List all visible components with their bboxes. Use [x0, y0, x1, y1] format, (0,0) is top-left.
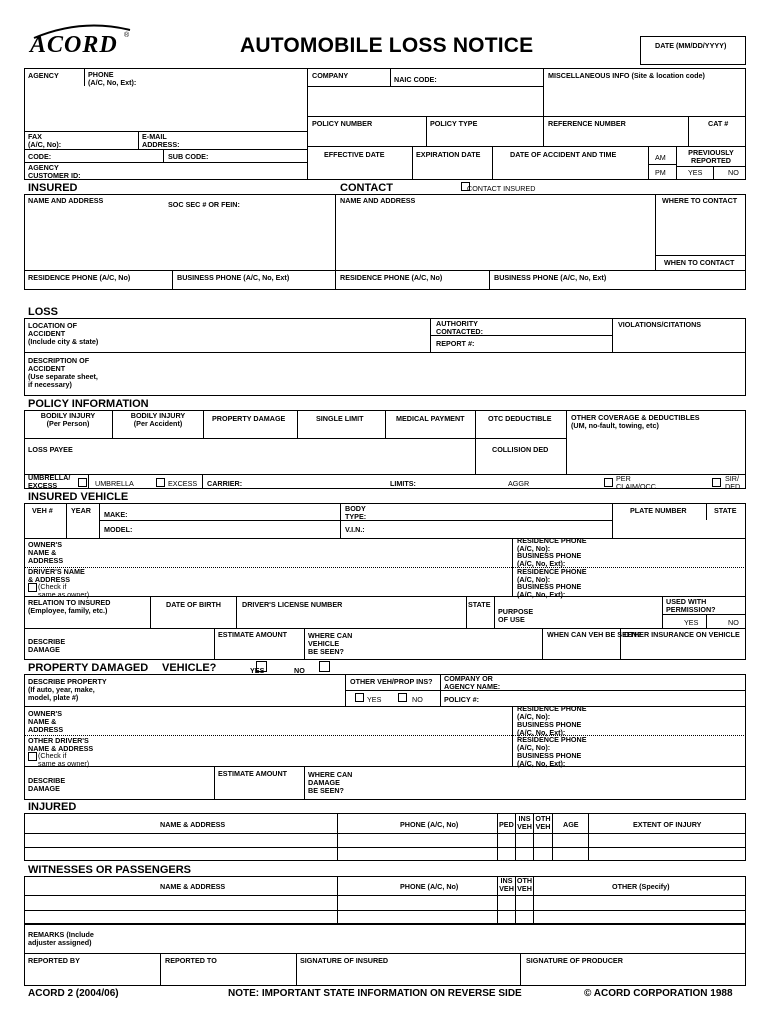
- where-damage-seen-label: WHERE CAN DAMAGE BE SEEN?: [308, 770, 353, 795]
- purpose-label: PURPOSE OF USE: [498, 607, 534, 624]
- vehicle-question-heading: VEHICLE?: [162, 662, 217, 674]
- model-label: MODEL:: [104, 525, 133, 534]
- prev-no-label: NO: [728, 168, 739, 177]
- per-claim-checkbox[interactable]: [604, 478, 613, 487]
- logo-text: ACORD: [30, 32, 118, 58]
- pd-driver-res-phone-label: RESIDENCE PHONE (A/C, No):: [517, 735, 587, 752]
- year-label: YEAR: [71, 506, 91, 515]
- injured-ins-veh-label: INS VEH: [517, 814, 532, 831]
- sir-ded-checkbox[interactable]: [712, 478, 721, 487]
- other-veh-yes-label: YES: [367, 695, 382, 704]
- insured-bus-phone-label: BUSINESS PHONE (A/C, No, Ext): [177, 273, 290, 282]
- remarks-block: [24, 924, 746, 986]
- injured-phone-label: PHONE (A/C, No): [400, 820, 459, 829]
- otc-deductible-label: OTC DEDUCTIBLE: [488, 414, 552, 423]
- signature-insured-label: SIGNATURE OF INSURED: [300, 956, 389, 965]
- bi-per-accident-label: BODILY INJURY (Per Accident): [130, 411, 186, 428]
- excess-checkbox[interactable]: [156, 478, 165, 487]
- location-of-accident-label: LOCATION OF ACCIDENT (Include city & state): [28, 321, 99, 346]
- other-driver-label: OTHER DRIVER'S NAME & ADDRESS: [28, 736, 94, 753]
- property-damaged-block: [24, 674, 746, 800]
- other-insurance-label: OTHER INSURANCE ON VEHICLE: [624, 630, 740, 639]
- logo-registered-mark: ®: [124, 32, 130, 39]
- other-veh-no-checkbox[interactable]: [398, 693, 407, 702]
- naic-code-label: NAIC CODE:: [394, 75, 437, 84]
- bi-per-person-label: BODILY INJURY (Per Person): [40, 411, 96, 428]
- property-damaged-heading: PROPERTY DAMAGED: [28, 662, 149, 674]
- where-to-contact-label: WHERE TO CONTACT: [662, 196, 738, 205]
- permission-no-label: NO: [728, 618, 739, 627]
- describe-property-label: DESCRIBE PROPERTY (If auto, year, make, model, plate #): [28, 677, 107, 702]
- agency-fax-label: FAX (A/C, No):: [28, 132, 62, 149]
- other-veh-no-label: NO: [412, 695, 423, 704]
- body-type-label: BODY TYPE:: [345, 504, 367, 521]
- where-vehicle-seen-label: WHERE CAN VEHICLE BE SEEN?: [308, 631, 353, 656]
- injured-heading: INJURED: [28, 801, 77, 813]
- reported-by-label: REPORTED BY: [28, 956, 80, 965]
- insured-res-phone-label: RESIDENCE PHONE (A/C, No): [28, 273, 131, 282]
- prev-yes-label: YES: [688, 168, 703, 177]
- agency-label: AGENCY: [28, 71, 59, 80]
- other-driver-same-checkbox[interactable]: [28, 752, 37, 761]
- remarks-label: REMARKS (Include adjuster assigned): [28, 930, 94, 947]
- witness-phone-label: PHONE (A/C, No): [400, 882, 459, 891]
- report-number-label: REPORT #:: [436, 339, 475, 348]
- agency-email-label: E-MAIL ADDRESS:: [142, 132, 180, 149]
- contact-res-phone-label: RESIDENCE PHONE (A/C, No): [340, 273, 443, 282]
- driver-res-phone-label: RESIDENCE PHONE (A/C, No):: [517, 567, 587, 584]
- owner-bus-phone-label: BUSINESS PHONE (A/C, No, Ext):: [517, 551, 582, 568]
- am-label: AM: [655, 153, 666, 162]
- umbrella-checkbox[interactable]: [78, 478, 87, 487]
- owner-res-phone-label: RESIDENCE PHONE (A/C, No):: [517, 536, 587, 553]
- loss-heading: LOSS: [28, 306, 58, 318]
- agency-subcode-label: SUB CODE:: [168, 152, 209, 161]
- policy-number-pd-label: POLICY #:: [444, 695, 480, 704]
- authority-contacted-label: AUTHORITY CONTACTED:: [436, 319, 483, 336]
- soc-sec-label: SOC SEC # OR FEIN:: [168, 200, 240, 209]
- pd-estimate-label: ESTIMATE AMOUNT: [218, 769, 288, 778]
- witness-ins-veh-label: INS VEH: [499, 876, 514, 893]
- injured-name-label: NAME & ADDRESS: [160, 820, 226, 829]
- witnesses-heading: WITNESSES OR PASSENGERS: [28, 864, 191, 876]
- policy-type-label: POLICY TYPE: [430, 119, 478, 128]
- vin-label: V.I.N.:: [345, 525, 365, 534]
- pd-driver-bus-phone-label: BUSINESS PHONE (A/C, No, Ext):: [517, 751, 582, 768]
- effective-date-label: EFFECTIVE DATE: [324, 150, 385, 159]
- umbrella-label: UMBRELLA: [95, 479, 134, 488]
- insured-heading: INSURED: [28, 182, 78, 194]
- when-to-contact-label: WHEN TO CONTACT: [664, 258, 735, 267]
- make-label: MAKE:: [104, 510, 128, 519]
- single-limit-label: SINGLE LIMIT: [316, 414, 364, 423]
- contact-bus-phone-label: BUSINESS PHONE (A/C, No, Ext): [494, 273, 607, 282]
- insured-name-address-label: NAME AND ADDRESS: [28, 196, 104, 205]
- permission-yes-label: YES: [684, 618, 699, 627]
- expiration-date-label: EXPIRATION DATE: [416, 150, 481, 159]
- veh-number-label: VEH #: [32, 506, 53, 515]
- injured-ped-label: PED: [499, 820, 514, 829]
- pd-owner-res-phone-label: RESIDENCE PHONE (A/C, No):: [517, 704, 587, 721]
- driver-check-label: (Check if same as owner): [38, 582, 90, 599]
- vehicle-yes-label: YES: [250, 666, 265, 675]
- misc-info-label: MISCELLANEOUS INFO (Site & location code): [548, 71, 705, 80]
- pd-owner-label: OWNER'S NAME & ADDRESS: [28, 709, 64, 734]
- driver-bus-phone-label: BUSINESS PHONE (A/C, No, Ext):: [517, 582, 582, 599]
- medical-payment-label: MEDICAL PAYMENT: [396, 414, 465, 423]
- cat-label: CAT #: [708, 119, 729, 128]
- per-claim-label: PER CLAIM/OCC: [616, 474, 656, 491]
- contact-name-address-label: NAME AND ADDRESS: [340, 196, 416, 205]
- limits-label: LIMITS:: [390, 479, 416, 488]
- form-id: ACORD 2 (2004/06): [28, 988, 119, 999]
- company-label: COMPANY: [312, 71, 349, 80]
- signature-producer-label: SIGNATURE OF PRODUCER: [526, 956, 623, 965]
- reported-to-label: REPORTED TO: [165, 956, 217, 965]
- carrier-label: CARRIER:: [207, 479, 243, 488]
- other-veh-yes-checkbox[interactable]: [355, 693, 364, 702]
- other-driver-check-label: (Check if same as owner): [38, 751, 90, 768]
- license-state-label: STATE: [468, 600, 491, 609]
- extent-of-injury-label: EXTENT OF INJURY: [633, 820, 702, 829]
- violations-label: VIOLATIONS/CITATIONS: [618, 320, 702, 329]
- collision-ded-label: COLLISION DED: [492, 445, 549, 454]
- footer-note: NOTE: IMPORTANT STATE INFORMATION ON REVERSE SIDE: [228, 988, 522, 999]
- estimate-amount-label: ESTIMATE AMOUNT: [218, 630, 288, 639]
- sir-ded-label: SIR/ DED: [725, 474, 741, 491]
- vehicle-no-label: NO: [294, 666, 305, 675]
- license-label: DRIVER'S LICENSE NUMBER: [242, 600, 343, 609]
- excess-label: EXCESS: [168, 479, 198, 488]
- relation-label: RELATION TO INSURED (Employee, family, etc.): [28, 598, 111, 615]
- owner-name-label: OWNER'S NAME & ADDRESS: [28, 540, 64, 565]
- policy-number-label: POLICY NUMBER: [312, 119, 373, 128]
- used-with-permission-label: USED WITH PERMISSION?: [666, 597, 716, 614]
- footer-copyright: © ACORD CORPORATION 1988: [584, 988, 733, 999]
- pm-label: PM: [655, 168, 666, 177]
- agency-code-label: CODE:: [28, 152, 52, 161]
- vehicle-no-checkbox[interactable]: [319, 661, 330, 672]
- umbrella-excess-label: UMBRELLA/ EXCESS: [28, 473, 71, 490]
- reference-number-label: REFERENCE NUMBER: [548, 119, 626, 128]
- company-agency-label: COMPANY OR AGENCY NAME:: [444, 674, 501, 691]
- injured-oth-veh-label: OTH VEH: [535, 814, 551, 831]
- agency-phone-label: PHONE (A/C, No, Ext):: [88, 70, 137, 87]
- contact-heading: CONTACT: [340, 182, 393, 194]
- dob-label: DATE OF BIRTH: [166, 600, 221, 609]
- driver-same-as-owner-checkbox[interactable]: [28, 583, 37, 592]
- pd-owner-bus-phone-label: BUSINESS PHONE (A/C, No, Ext):: [517, 720, 582, 737]
- policy-info-heading: POLICY INFORMATION: [28, 398, 149, 410]
- witness-oth-veh-label: OTH VEH: [516, 876, 533, 893]
- other-veh-ins-label: OTHER VEH/PROP INS?: [350, 677, 433, 686]
- state-label: STATE: [714, 506, 737, 515]
- witness-other-label: OTHER (Specify): [612, 882, 670, 891]
- other-coverage-label: OTHER COVERAGE & DEDUCTIBLES (UM, no-fault, towing, etc): [571, 413, 700, 430]
- pd-describe-damage-label: DESCRIBE DAMAGE: [28, 776, 66, 793]
- agency-customer-id-label: AGENCY CUSTOMER ID:: [28, 163, 81, 180]
- driver-name-label: DRIVER'S NAME & ADDRESS: [28, 567, 85, 584]
- injured-age-label: AGE: [563, 820, 579, 829]
- date-of-accident-label: DATE OF ACCIDENT AND TIME: [510, 150, 617, 159]
- aggr-label: AGGR: [508, 479, 530, 488]
- contact-insured-label: CONTACT INSURED: [467, 184, 536, 193]
- previously-reported-label: PREVIOUSLY REPORTED: [688, 148, 734, 165]
- witness-name-label: NAME & ADDRESS: [160, 882, 226, 891]
- when-veh-seen-label: WHEN CAN VEH BE SEEN?: [547, 630, 642, 639]
- describe-damage-label: DESCRIBE DAMAGE: [28, 637, 66, 654]
- loss-block: [24, 318, 746, 396]
- loss-payee-label: LOSS PAYEE: [28, 445, 73, 454]
- insured-vehicle-heading: INSURED VEHICLE: [28, 491, 129, 503]
- form-title: AUTOMOBILE LOSS NOTICE: [240, 34, 534, 57]
- description-of-accident-label: DESCRIPTION OF ACCIDENT (Use separate sheet, if necessary): [28, 356, 98, 389]
- property-damage-label: PROPERTY DAMAGE: [212, 414, 286, 423]
- plate-number-label: PLATE NUMBER: [630, 506, 687, 515]
- date-label: DATE (MM/DD/YYYY): [655, 41, 727, 50]
